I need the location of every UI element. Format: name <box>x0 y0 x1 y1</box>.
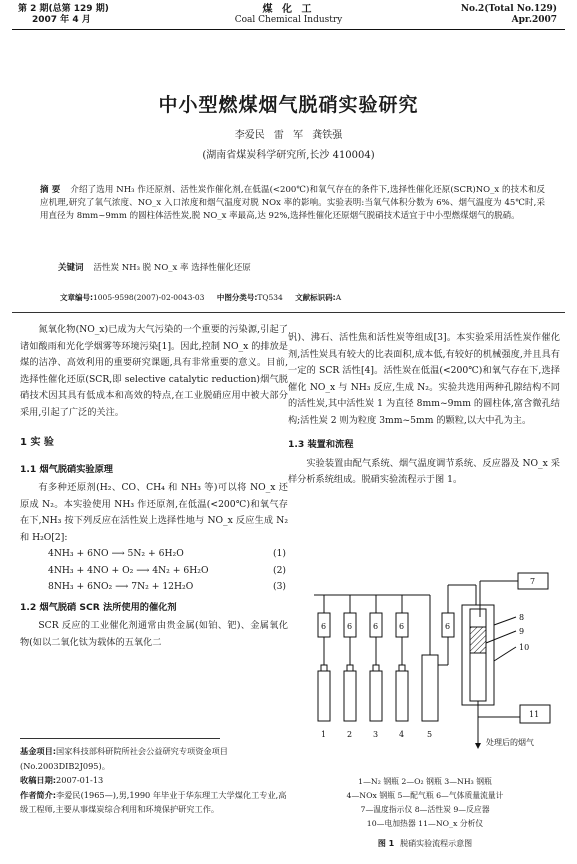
received-line <box>20 773 288 788</box>
running-header-right <box>461 4 557 26</box>
equation-number: (2) <box>272 564 286 576</box>
figure-caption <box>290 838 560 849</box>
received-date: 2007-01-13 <box>56 775 104 785</box>
legend-line: 4—NOx 钢瓶 5—配气瓶 6—气体质量流量计 <box>346 791 504 800</box>
cylinder-label: 2 <box>347 730 353 739</box>
authors: 李爱民 雷 军 龚铁强 <box>234 130 343 141</box>
section-heading-1-2: 1.2 烟气脱硝 SCR 法所使用的催化剂 <box>20 601 177 613</box>
date-en: Apr.2007 <box>511 15 557 25</box>
abstract-label: 摘 要 <box>40 185 61 195</box>
legend-line: 7—温度指示仪 8—活性炭 9—反应器 <box>360 805 490 814</box>
apparatus-paragraph: 实验装置由配气系统、烟气温度调节系统、反应器及 NO_x 采样分析系统组成。脱硝实验流程示于图 1。 <box>288 457 560 485</box>
section-heading-1-3: 1.3 装置和流程 <box>288 439 354 450</box>
outlet-gas-label: 处理后的烟气 <box>486 738 534 747</box>
outlet-arrow-icon <box>475 743 481 749</box>
doc-code: A <box>335 293 342 302</box>
affiliation: (湖南省煤炭科学研究所,长沙 410004) <box>202 150 375 161</box>
journal-name-en: Coal Chemical Industry <box>234 15 343 25</box>
bio-text: 李爱民(1965—),男,1990 年毕业于华东理工大学煤化工专业,高级工程师,主要从事煤炭综合利用和环境保护研究工作。 <box>20 789 287 814</box>
temperature-indicator-label: 7 <box>530 577 536 586</box>
cylinder-label: 1 <box>321 730 327 739</box>
principle-paragraph: 有多种还原剂(H₂、CO、CH₄ 和 NH₃ 等)可以将 NO_x 还原成 N₂。本实验使用 NH₃ 作还原剂,在低温(<200℃)和氧气存在下,NH₃ 按下列反应在活性炭上选择性地与 NO_x 反应生成 N₂ 和 H₂O[2]: <box>20 482 288 543</box>
flowmeter-label: 6 <box>399 622 405 631</box>
clc-code: TQ534 <box>257 293 283 302</box>
equation-expr: 4NH₃ + 4NO + O₂ ⟶ 4N₂ + 6H₂O <box>48 564 209 576</box>
cylinder-label: 4 <box>399 730 405 739</box>
left-column <box>20 322 288 651</box>
keywords <box>58 262 548 274</box>
abstract <box>40 184 545 223</box>
footnote-rule <box>20 738 220 739</box>
catalyst-paragraph: SCR 反应的工业催化剂通常由贵金属(如铂、钯)、金属氧化物(如以二氧化钛为载体的五氧化二 <box>20 620 288 648</box>
abstract-rule <box>12 312 565 313</box>
bio-label: 作者简介: <box>20 789 57 800</box>
journal-name-zh: 煤 化 工 <box>262 4 315 15</box>
flowmeter-label: 6 <box>373 622 379 631</box>
issue-zh: 第 2 期(总第 129 期) <box>18 4 109 14</box>
figure-caption-text: 脱硝实验流程示意图 <box>400 839 473 848</box>
figure-legend <box>290 775 560 831</box>
intro-paragraph: 氮氧化物(NO_x)已成为大气污染的一个重要的污染源,引起了诸如酸雨和光化学烟雾等环境污染[1]。因此,控制 NO_x 的排放是煤的洁净、高效利用的重要研究课题,具有非常重要的意义。目前,选择性催化还原(SCR,即 selective catalytic reduction)烟气脱硝技术因其具有低成本和高效的特点,在工业脱硝应用中被大部分采用,引起了广泛的关注。 <box>20 324 288 418</box>
carbon-label: 8 <box>519 613 525 622</box>
date-zh: 2007 年 4 月 <box>32 15 91 25</box>
fund-text: 国家科技部科研院所社会公益研究专项资金项目(No.2003DIB2J095)。 <box>20 746 228 771</box>
equation-2 <box>20 563 288 580</box>
flow-diagram <box>290 565 560 765</box>
paper-title: 中小型燃煤烟气脱硝实验研究 <box>158 94 419 116</box>
bio-line <box>20 788 288 817</box>
fund-label: 基金项目: <box>20 746 57 756</box>
fund-line <box>20 744 288 773</box>
mixing-bottle-label: 5 <box>427 730 433 739</box>
equation-expr: 4NH₃ + 6NO ⟶ 5N₂ + 6H₂O <box>48 548 184 559</box>
equation-1 <box>20 546 288 563</box>
figure-caption-label: 图 1 <box>377 839 395 848</box>
section-heading-1: 1 实 验 <box>20 437 54 448</box>
article-no: 1005-9598(2007)-02-0043-03 <box>93 293 205 302</box>
equation-number: (3) <box>272 581 286 592</box>
doc-code-label: 文献标识码: <box>295 293 336 302</box>
flowmeter-label: 6 <box>445 622 451 631</box>
keywords-text: 活性炭 NH₃ 脱 NO_x 率 选择性催化还原 <box>93 263 251 273</box>
keywords-label: 关键词 <box>58 263 84 273</box>
footnote <box>20 744 288 817</box>
equation-number: (1) <box>272 548 286 559</box>
clc-label: 中图分类号: <box>216 293 258 302</box>
received-label: 收稿日期: <box>20 775 57 785</box>
cylinder-label: 3 <box>373 730 379 739</box>
header-rule <box>12 29 565 30</box>
issue-en: No.2(Total No.129) <box>460 4 557 14</box>
right-column <box>288 330 560 489</box>
equation-expr: 8NH₃ + 6NO₂ ⟶ 7N₂ + 12H₂O <box>48 581 194 592</box>
legend-line: 1—N₂ 钢瓶 2—O₂ 钢瓶 3—NH₃ 钢瓶 <box>358 777 492 786</box>
reactor-label: 9 <box>519 627 525 636</box>
abstract-text: 介绍了选用 NH₃ 作还原剂、活性炭作催化剂,在低温(<200℃)和氧气存在的条件下,选择性催化还原(SCR)NO_x 的技术和反应机理,研究了氧气浓度、NO_x 入口浓度和烟气温度对脱 NOx 率的影响。实验表明:当氧气体积分数为 6%、烟气温度为 45℃时,采用直径为 8mm~9mm 的圆柱体活性炭,脱 NO_x 率最高,达 92%,选择性催化还原烟气脱硝技术适宜于中小型燃煤烟气的脱硝。 <box>40 185 545 221</box>
article-no-label: 文章编号: <box>60 293 93 302</box>
section-heading-1-1: 1.1 烟气脱硝实验原理 <box>20 463 113 475</box>
heater-label: 10 <box>519 643 530 652</box>
equation-3 <box>20 579 288 596</box>
article-meta <box>60 293 550 303</box>
flowmeter-label: 6 <box>321 622 327 631</box>
catalyst-continuation-paragraph: 钒)、沸石、活性焦和活性炭等组成[3]。本实验采用活性炭作催化剂,活性炭具有较大的比表面积,成本低,有较好的机械强度,并且具有一定的 SCR 活性[4]。活性炭在低温(<200℃)和氧气存在下,选择催化 NO_x 与 NH₃ 反应,生成 N₂。实验共选用两种孔隙结构不同的活性炭,其中活性炭 1 为直径 8mm~9mm 的圆柱体,富含微孔结构;活性炭 2 则为粒度 3mm~5mm 的颗粒,以大中孔为主。 <box>288 332 560 426</box>
flowmeter-label: 6 <box>347 622 353 631</box>
analyzer-label: 11 <box>529 710 540 719</box>
legend-line: 10—电加热器 11—NO_x 分析仪 <box>366 819 484 828</box>
